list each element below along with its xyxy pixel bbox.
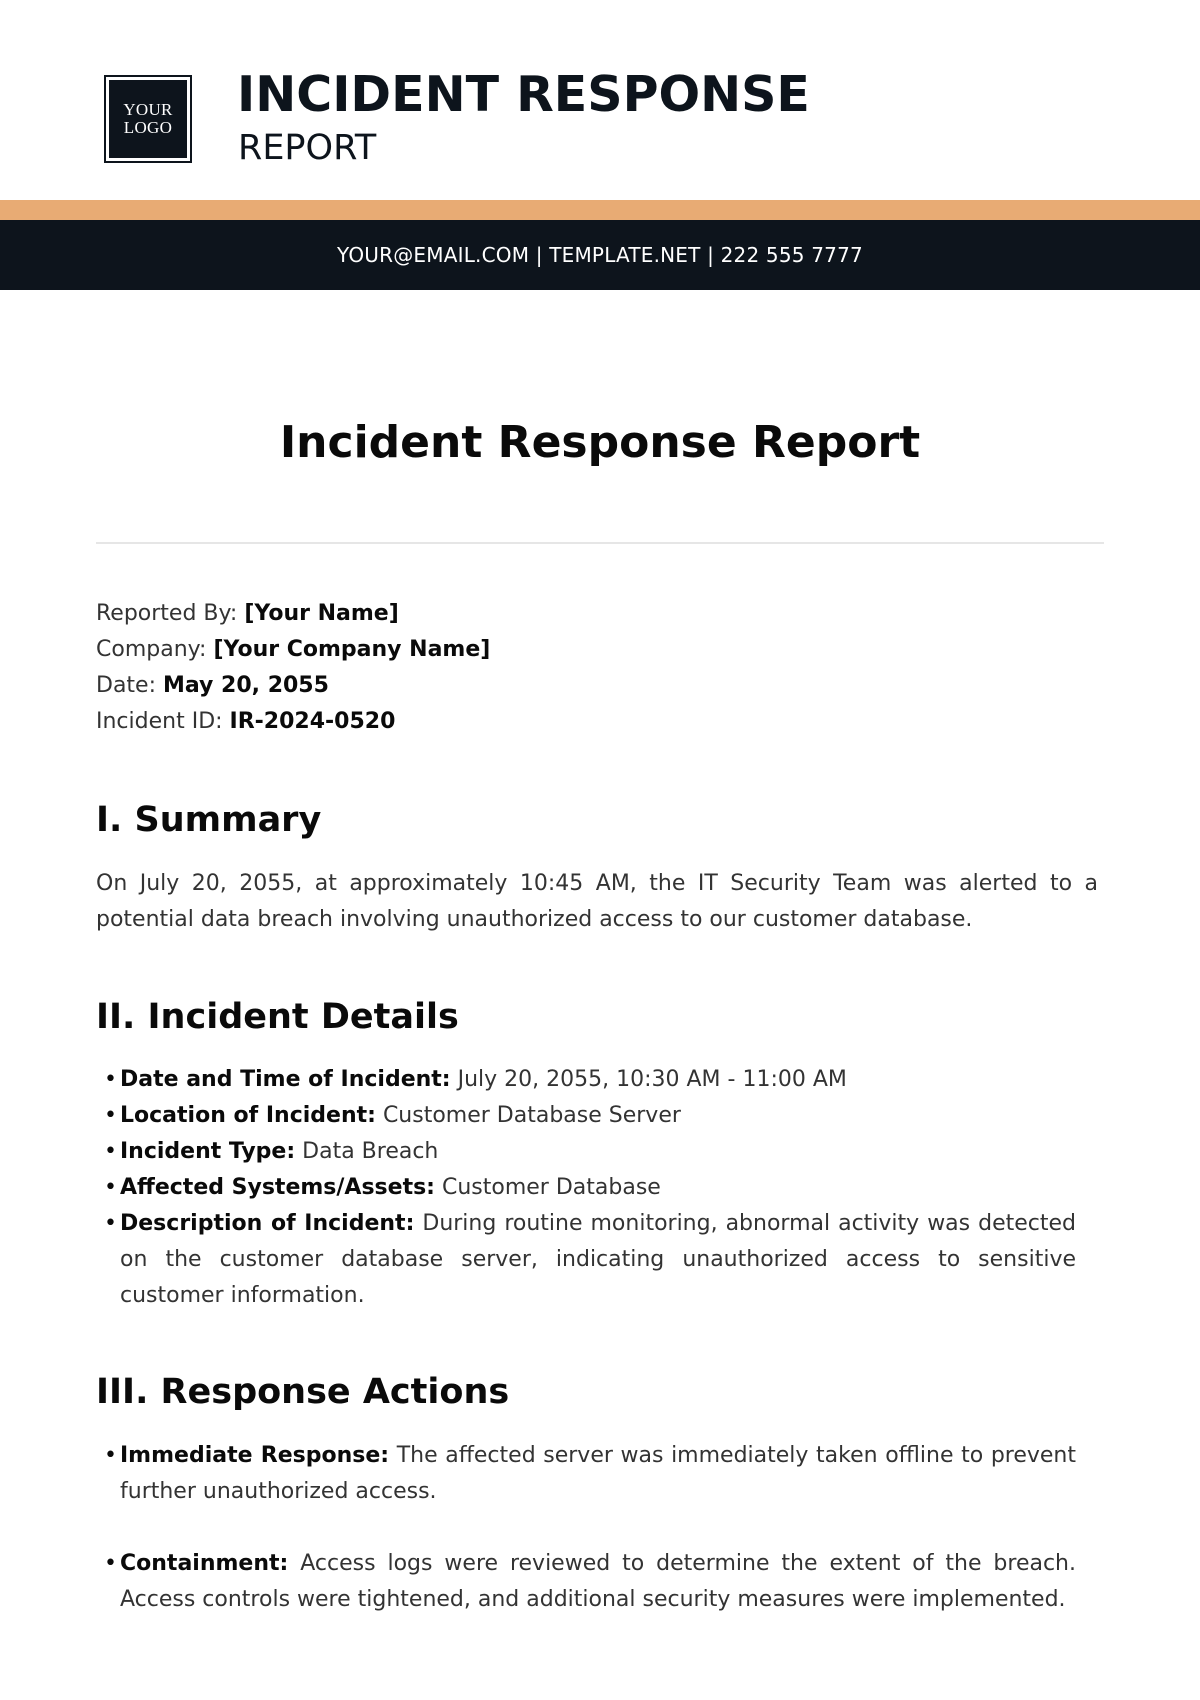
list-item: • Incident Type: Data Breach	[104, 1139, 439, 1164]
list-item: • Immediate Response: The affected server was immediately taken offline to prevent further unauthorized access.	[104, 1443, 1077, 1504]
item-label: Incident Type:	[120, 1139, 296, 1164]
meta-label: Company:	[96, 637, 207, 662]
item-text: July 20, 2055, 10:30 AM - 11:00 AM	[457, 1067, 847, 1092]
item-text: Data Breach	[302, 1139, 439, 1164]
item-label: Immediate Response:	[120, 1443, 390, 1468]
item-text: Customer Database Server	[382, 1103, 681, 1128]
meta-value: [Your Name]	[244, 601, 399, 626]
meta-label: Date:	[96, 673, 156, 698]
accent-stripe	[0, 200, 1200, 220]
logo-line-2: LOGO	[123, 118, 173, 137]
meta-value: May 20, 2055	[163, 673, 329, 698]
report-metadata	[96, 596, 1104, 740]
incident-details-list	[96, 1062, 1076, 1314]
item-label: Description of Incident:	[120, 1211, 415, 1236]
meta-company	[96, 632, 1104, 668]
list-item: • Affected Systems/Assets: Customer Database	[104, 1175, 661, 1200]
meta-incident-id	[96, 704, 1104, 740]
logo-line-1: YOUR	[123, 100, 173, 119]
report-header	[0, 0, 1200, 200]
meta-reported-by	[96, 596, 1104, 632]
contact-bar	[0, 220, 1200, 290]
item-label: Location of Incident:	[120, 1103, 376, 1128]
header-title: INCIDENT RESPONSE	[237, 66, 810, 123]
meta-date	[96, 668, 1104, 704]
document-title: Incident Response Report	[279, 417, 921, 468]
list-item: • Containment: Access logs were reviewed to determine the extent of the breach. Access controls were tightened, and additional security measures were implemented.	[104, 1551, 1076, 1612]
meta-label: Incident ID:	[96, 709, 223, 734]
header-subtitle: REPORT	[238, 128, 377, 168]
response-actions-list	[96, 1438, 1076, 1654]
meta-label: Reported By:	[96, 601, 238, 626]
item-text: During routine monitoring, abnormal activity was detected on the customer database server, indicating unauthorized access to sensitive customer information.	[120, 1211, 1076, 1308]
response-actions-heading: III. Response Actions	[96, 1372, 510, 1412]
list-item: • Description of Incident: During routine monitoring, abnormal activity was detected on the customer database server, indicating unauthorized access to sensitive customer information.	[104, 1211, 1076, 1308]
contact-info: YOUR@EMAIL.COM | TEMPLATE.NET | 222 555 7777	[337, 243, 863, 267]
summary-text: On July 20, 2055, at approximately 10:45 AM, the IT Security Team was alerted to a potential data breach involving unauthorized access to our customer database.	[96, 871, 1098, 932]
meta-value: IR-2024-0520	[229, 709, 396, 734]
list-item: • Date and Time of Incident: July 20, 2055, 10:30 AM - 11:00 AM	[104, 1067, 847, 1092]
item-text: The affected server was immediately taken offline to prevent further unauthorized access.	[120, 1443, 1077, 1504]
list-item: • Location of Incident: Customer Database Server	[104, 1103, 681, 1128]
meta-value: [Your Company Name]	[213, 637, 491, 662]
company-logo	[104, 75, 192, 163]
title-divider	[96, 542, 1104, 544]
logo-placeholder	[109, 80, 187, 158]
incident-details-heading: II. Incident Details	[96, 997, 459, 1037]
item-label: Date and Time of Incident:	[120, 1067, 451, 1092]
item-label: Affected Systems/Assets:	[120, 1175, 435, 1200]
item-text: Access logs were reviewed to determine the extent of the breach. Access controls were tightened, and additional security measures were implemented.	[120, 1551, 1076, 1612]
summary-heading: I. Summary	[96, 800, 322, 840]
item-label: Containment:	[120, 1551, 289, 1576]
item-text: Customer Database	[441, 1175, 661, 1200]
